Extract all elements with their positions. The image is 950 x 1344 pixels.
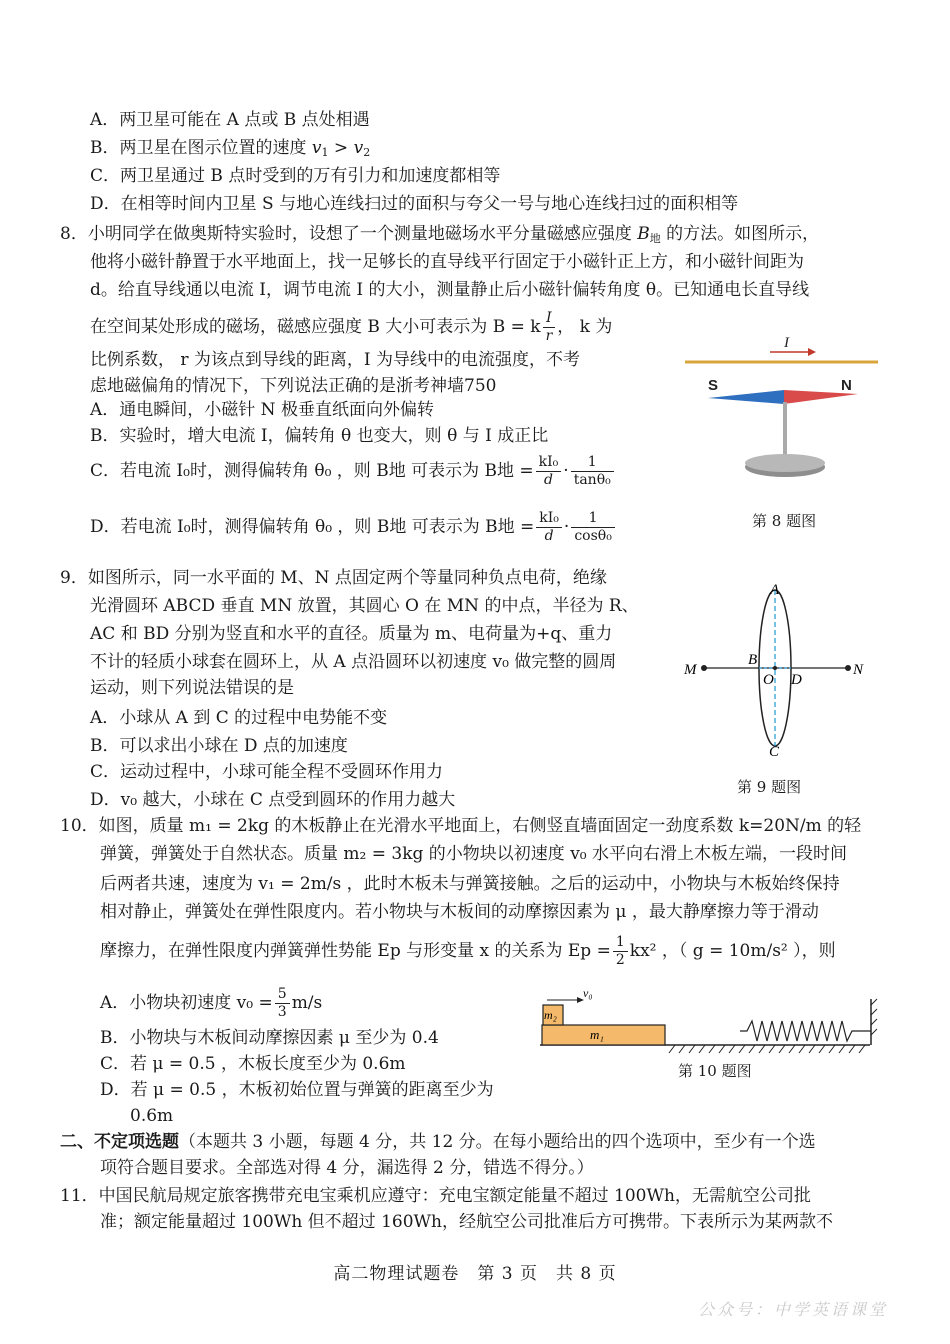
current-label: I xyxy=(784,335,789,351)
q10-figure xyxy=(535,985,885,1065)
q9-figure-caption: 第 9 题图 xyxy=(737,778,802,796)
watermark: 公众号：中学英语课堂 xyxy=(697,1300,888,1319)
q9-option-a: A．小球从 A 到 C 的过程中电势能不变 xyxy=(90,708,388,728)
q10-line-5: 摩擦力，在弹性限度内弹簧弹性势能 Ep 与形变量 x 的关系为 Ep = $\frac{1}{2}$ kx² ，（ g = 10m/s² ），则 xyxy=(100,934,836,968)
svg-text:O: O xyxy=(763,672,774,688)
q9-line-1: 9．如图所示，同一水平面的 M、N 点固定两个等量同种负点电荷，绝缘 xyxy=(60,568,607,588)
q10-line-2: 弹簧，弹簧处于自然状态。质量 m₂ = 3kg 的小物块以初速度 v₀ 水平向右滑上木板左端，一段时间 xyxy=(100,844,848,864)
q10-line-4: 相对静止，弹簧处在弹性限度内。若小物块与木板间的动摩擦因素为 μ ，最大静摩擦力等于滑动 xyxy=(100,902,819,922)
svg-text:m₂: m₂ xyxy=(544,1008,557,1022)
charge-m xyxy=(701,665,707,671)
q8-option-c: C．若电流 I₀时，测得偏转角 θ₀ ，则 B地 可表示为 B地 = $\frac{\text{kI₀}}{d}$ · $\frac{1}{\text{tanθ₀}}$ xyxy=(90,454,616,489)
q10-option-a: A．小物块初速度 v₀ = $\frac{5}{3}$ m/s xyxy=(100,986,323,1020)
needle-south xyxy=(708,390,784,404)
svg-text:v₀: v₀ xyxy=(583,986,593,1000)
q9-line-3: AC 和 BD 分别为竖直和水平的直径。质量为 m、电荷量为+q、重力 xyxy=(90,624,613,644)
q11-line-2: 准；额定能量超过 100Wh 但不超过 160Wh，经航空公司批准后方可携带。下表所示为某两款不 xyxy=(100,1212,833,1232)
q7-option-c: C．两卫星通过 B 点时受到的万有引力和加速度都相等 xyxy=(90,166,501,186)
q10-option-d: D．若 μ = 0.5 ，木板初始位置与弹簧的距离至少为 xyxy=(100,1080,494,1100)
q7-option-b: B．两卫星在图示位置的速度 $v_1 > v_2$ xyxy=(90,138,371,159)
q8-line-4: 在空间某处形成的磁场，磁感应强度 B 大小可表示为 B = k $\frac{I}{r}$ ， k 为 xyxy=(90,310,613,344)
q10-option-b: B．小物块与木板间动摩擦因素 μ 至少为 0.4 xyxy=(100,1028,439,1048)
q9-figure xyxy=(680,578,870,760)
q8-option-d: D．若电流 I₀时，测得偏转角 θ₀ ，则 B地 可表示为 B地 = $\frac{\text{kI₀}}{d}$ · $\frac{1}{\text{cosθ₀}}$ xyxy=(90,510,617,545)
q8-figure-caption: 第 8 题图 xyxy=(752,512,817,530)
svg-text:D: D xyxy=(791,672,802,688)
q8-option-b: B．实验时，增大电流 I，偏转角 θ 也变大，则 θ 与 I 成正比 xyxy=(90,426,549,446)
q8-line-5: 比例系数， r 为该点到导线的距离，I 为导线中的电流强度，不考 xyxy=(90,350,581,370)
q9-option-b: B．可以求出小球在 D 点的加速度 xyxy=(90,736,348,756)
spring xyxy=(740,1021,871,1041)
q9-line-2: 光滑圆环 ABCD 垂直 MN 放置，其圆心 O 在 MN 的中点，半径为 R、 xyxy=(90,596,639,616)
q10-option-c: C．若 μ = 0.5 ，木板长度至少为 0.6m xyxy=(100,1054,406,1074)
q7-option-a: A．两卫星可能在 A 点或 B 点处相遇 xyxy=(90,110,370,130)
q10-line-3: 后两者共速，速度为 v₁ = 2m/s ，此时木板未与弹簧接触。之后的运动中，小物块与木板始终保持 xyxy=(100,874,840,894)
q8-line-1: 8．小明同学在做奥斯特实验时，设想了一个测量地磁场水平分量磁感应强度 $B_地$ 的方法。如图所示， xyxy=(60,224,820,245)
q9-line-4: 不计的轻质小球套在圆环上，从 A 点沿圆环以初速度 v₀ 做完整的圆周 xyxy=(90,652,617,672)
q9-option-c: C．运动过程中，小球可能全程不受圆环作用力 xyxy=(90,762,444,782)
q8-option-a: A．通电瞬间，小磁针 N 极垂直纸面向外偏转 xyxy=(90,400,434,420)
s-pole-label: S xyxy=(708,377,719,394)
svg-text:N: N xyxy=(853,662,864,678)
section-2-line-2: 项符合题目要求。全部选对得 4 分，漏选得 2 分，错选不得分。） xyxy=(100,1158,594,1178)
svg-text:C: C xyxy=(769,744,780,760)
q10-figure-caption: 第 10 题图 xyxy=(678,1062,752,1080)
q7-option-d: D．在相等时间内卫星 S 与地心连线扫过的面积与夸父一号与地心连线扫过的面积相等 xyxy=(90,194,739,214)
n-pole-label: N xyxy=(841,377,852,394)
q11-line-1: 11．中国民航局规定旅客携带充电宝乘机应遵守：充电宝额定能量不超过 100Wh，无需航空公司批 xyxy=(60,1186,811,1206)
current-arrowhead xyxy=(808,348,816,356)
q8-figure xyxy=(680,330,885,500)
page-footer: 高二物理试题卷 第 3 页 共 8 页 xyxy=(333,1264,617,1284)
q8-line-2: 他将小磁针静置于水平地面上，找一足够长的直导线平行固定于小磁针正上方，和小磁针间距为 xyxy=(90,252,804,272)
q10-option-d-cont: 0.6m xyxy=(130,1106,174,1126)
section-2-header: 二、不定项选题（本题共 3 小题，每题 4 分，共 12 分。在每小题给出的四个选项中，至少有一个选 xyxy=(60,1132,816,1152)
svg-text:m₁: m₁ xyxy=(590,1027,604,1042)
charge-n xyxy=(845,665,851,671)
q9-option-d: D．v₀ 越大，小球在 C 点受到圆环的作用力越大 xyxy=(90,790,456,810)
q9-line-5: 运动，则下列说法错误的是 xyxy=(90,678,294,698)
q10-line-1: 10．如图，质量 m₁ = 2kg 的木板静止在光滑水平地面上，右侧竖直墙面固定一劲度系数 k=20N/m 的轻 xyxy=(60,816,862,836)
svg-text:A: A xyxy=(770,582,780,598)
q8-line-3: d。给直导线通以电流 I，调节电流 I 的大小，测量静止后小磁针偏转角度 θ。已知通电长直导线 xyxy=(90,280,810,300)
q8-line-6: 虑地磁偏角的情况下，下列说法正确的是浙考神墙750 xyxy=(90,376,497,396)
q8-formula-fraction: $\frac{I}{r}$ xyxy=(543,310,556,345)
needle-stand xyxy=(783,402,787,460)
svg-text:M: M xyxy=(684,662,697,678)
svg-text:B: B xyxy=(748,652,758,668)
